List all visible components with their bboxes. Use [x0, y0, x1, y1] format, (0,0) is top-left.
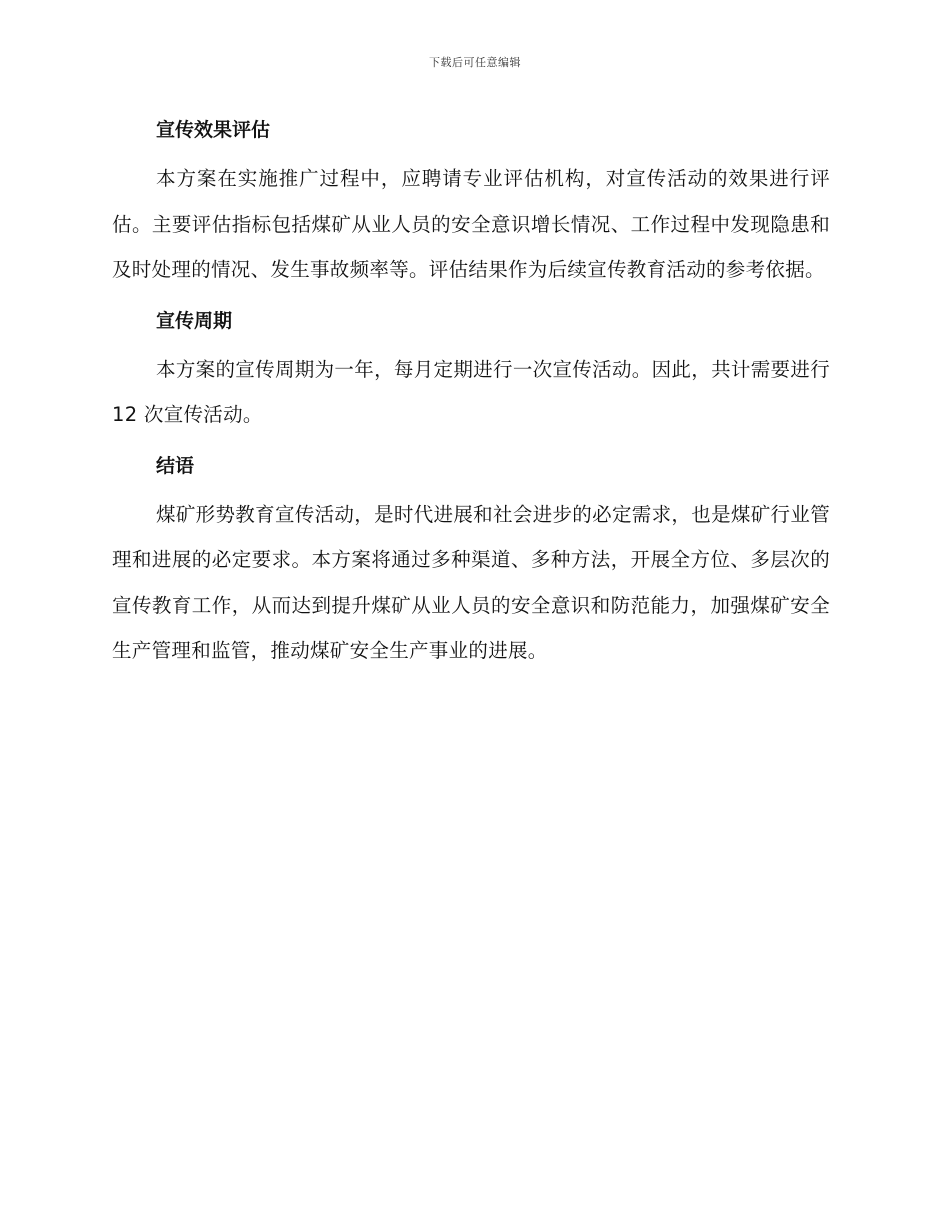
section-heading-evaluation: 宣传效果评估: [156, 119, 271, 141]
section-heading-period: 宣传周期: [156, 309, 233, 332]
section-paragraph-conclusion: 煤矿形势教育宣传活动，是时代进展和社会进步的必定需求，也是煤矿行业管理和进展的必定要求。本方案将通过多种渠道、多种方法，开展全方位、多层次的宣传教育工作，从而达到提升煤矿从业人员的安全意识和防范能力，加强煤矿安全生产管理和监管，推动煤矿安全生产事业的进展。: [112, 502, 830, 662]
section-heading-conclusion: 结语: [156, 454, 195, 477]
document-body: [112, 108, 830, 680]
page-header-note: 下载后可任意编辑: [429, 56, 521, 69]
section-paragraph-evaluation: 本方案在实施推广过程中，应聘请专业评估机构，对宣传活动的效果进行评估。主要评估指标包括煤矿从业人员的安全意识增长情况、工作过程中发现隐患和及时处理的情况、发生事故频率等。评估结果作为后续宣传教育活动的参考依据。: [112, 167, 830, 281]
section-paragraph-period: 本方案的宣传周期为一年，每月定期进行一次宣传活动。因此，共计需要进行 12 次宣传活动。: [112, 357, 830, 426]
